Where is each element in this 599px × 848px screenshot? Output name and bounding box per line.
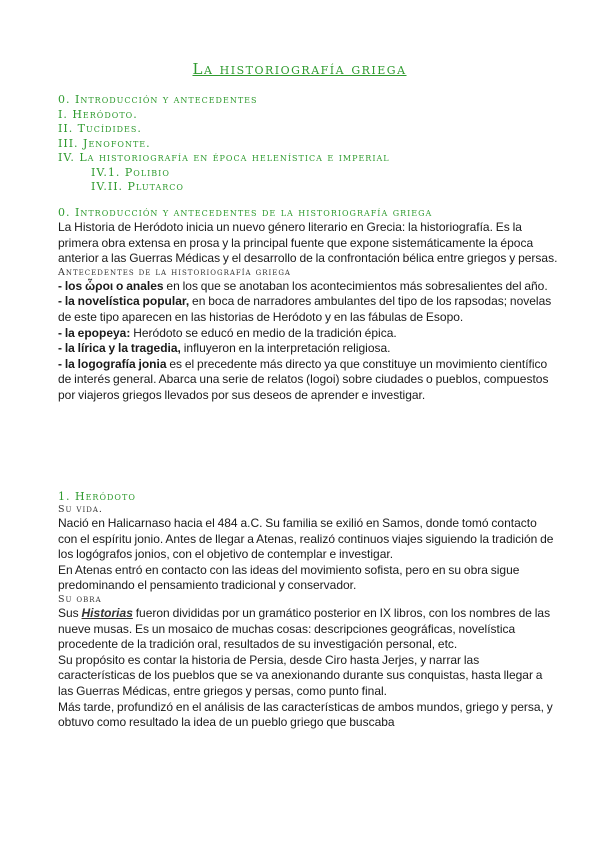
toc-subitem[interactable]: IV.II. Plutarco [91, 180, 184, 193]
toc-item[interactable]: III. Jenofonte. [58, 136, 151, 150]
section-heading: 0. Introducción y antecedentes de la historiografía griega [58, 206, 433, 219]
toc-item[interactable]: I. Heródoto. [58, 107, 138, 121]
paragraph: En Atenas entró en contacto con las ideas del movimiento sofista, pero en su obra sigue predominando el pensamiento tradicional y conservador. [58, 562, 520, 593]
subsection-heading: Su obra [58, 593, 102, 605]
list-item-text: en boca de narradores ambulantes del tipo de los rapsodas; novelas de este tipo aparecen en las historias de Heródoto y en las fábulas de Esopo. [58, 294, 552, 324]
section-heading: 1. Heródoto [58, 490, 136, 503]
table-of-contents [58, 93, 390, 195]
paragraph: La Historia de Heródoto inicia un nuevo género literario en Grecia: la historiografía. Es la primera obra extensa en prosa y la principal fuente que expone sistemáticamente la época anterior a las Guerras Médicas y el desarrollo de la confrontación bélica entre griegos y persas. [58, 220, 558, 266]
list-item [58, 279, 558, 295]
paragraph: Nació en Halicarnaso hacia el 484 a.C. Su familia se exilió en Samos, donde tomó contacto con el espíritu jonio. Antes de llegar a Atenas, realizó continuos viajes siguiendo la tradición de los logógrafos jonios, con el objetivo de contemplar e investigar. [58, 516, 554, 562]
list-item-term: - la epopeya: [58, 325, 131, 340]
toc-item[interactable]: 0. Introducción y antecedentes [58, 93, 258, 106]
toc-item[interactable]: II. Tucídides. [58, 122, 142, 135]
subsection-heading: Su vida. [58, 504, 103, 515]
list-item-term: - la logografía jonia [58, 356, 167, 371]
toc-subitem[interactable]: IV.1. Polibio [91, 165, 170, 179]
paragraph: Más tarde, profundizó en el análisis de las características de ambos mundos, griego y persa, y obtuvo como resultado la idea de un pueblo griego que buscaba [58, 699, 553, 730]
list-item-term: - la lírica y la tragedia, [58, 341, 181, 356]
list-item-term: - los ὧροι o anales [58, 278, 164, 293]
historias-link[interactable]: Historias [81, 605, 133, 620]
list-item-text: es el precedente más directo ya que constituye un movimiento científico de interés general. Abarca una serie de relatos (logoi) sobre ciudades o pueblos, compuestos por viajeros griegos llevados por sus deseos de aprender e investigar. [58, 356, 549, 402]
paragraph: Su propósito es contar la historia de Persia, desde Ciro hasta Jerjes, y narrar las características de los pueblos que se va anexionando durante sus conquistas, hasta llegar a las Guerras Médicas, entre griegos y persas, como punto final. [58, 652, 543, 698]
list-item-text: influyeron en la interpretación religiosa. [180, 341, 391, 356]
document-title: La historiografía griega [192, 60, 407, 78]
paragraph-lead: Sus [58, 605, 82, 620]
list-item-text: Heródoto se educó en medio de la tradición épica. [130, 325, 397, 340]
list-item [58, 357, 558, 404]
paragraph [58, 606, 558, 653]
list-item-text: en los que se anotaban los acontecimientos más sobresalientes del año. [163, 278, 548, 293]
toc-item[interactable]: IV. La historiografía en época helenística e imperial [58, 151, 390, 164]
list-item [58, 294, 558, 325]
paragraph-text: fueron divididas por un gramático posterior en IX libros, con los nombres de las nueve musas. Es un mosaico de muchas cosas: descripciones geográficas, novelística procedente de la tradición oral, resultados de su investigación personal, etc. [58, 605, 551, 652]
subsection-heading: Antecedentes de la historiografía griega [58, 266, 291, 278]
list-item [58, 326, 558, 342]
list-item-term: - la novelística popular, [58, 294, 190, 309]
section-herodoto [58, 489, 558, 731]
list-item [58, 341, 558, 357]
section-introduction [58, 205, 558, 404]
